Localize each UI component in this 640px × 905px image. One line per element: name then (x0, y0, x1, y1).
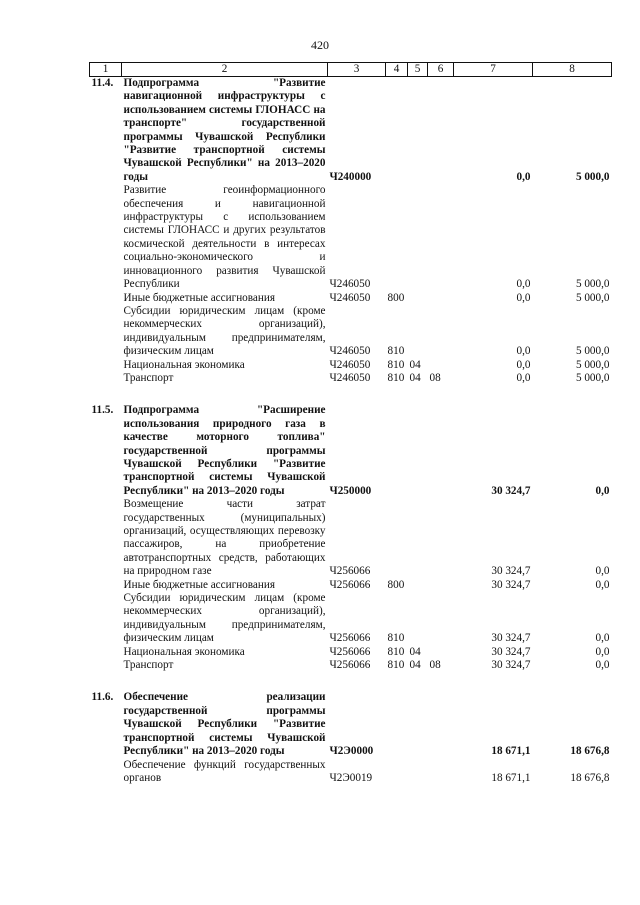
table-row (90, 691, 612, 758)
amount-column-8: 18 676,8 (570, 771, 610, 784)
row-name: Подпрограмма "Расширение использования природного газа в качестве моторного топлива" государственной программы Чувашской Республики "Развитие транспортной системы Чувашской Республики" на 2013–2020 годы (123, 404, 326, 497)
table-row (90, 184, 612, 291)
column-header: 6 (428, 63, 454, 77)
section-code: 04 (409, 371, 421, 384)
row-name: Национальная экономика (123, 645, 245, 658)
target-code: Ч2Э0019 (329, 771, 373, 784)
column-header-row (90, 63, 612, 77)
target-code: Ч256066 (329, 632, 371, 645)
column-header: 4 (386, 63, 408, 77)
target-code: Ч246050 (329, 371, 371, 384)
expense-type (386, 184, 408, 291)
page-number: 420 (311, 38, 329, 52)
amount-column-7: 18 671,1 (491, 771, 531, 784)
row-name: Возмещение части затрат государственных (муниципальных) организаций, осуществляющих перевозку пассажиров, на приобретение автотранспортных средств, работающих на природном газе (123, 498, 326, 578)
amount-column-7: 18 671,1 (491, 745, 531, 758)
expense-type: 810 (387, 645, 405, 658)
amount-column-7: 30 324,7 (491, 578, 531, 591)
target-code: Ч250000 (329, 484, 372, 497)
subsection-code (428, 592, 454, 646)
table-row (90, 579, 612, 592)
amount-column-7: 0,0 (516, 291, 531, 304)
amount-column-8: 5 000,0 (575, 345, 610, 358)
target-code: Ч256066 (329, 565, 371, 578)
section-spacer (90, 385, 612, 404)
section-code (408, 404, 428, 498)
amount-column-7: 0,0 (516, 358, 531, 371)
amount-column-8: 5 000,0 (575, 358, 610, 371)
section-code (408, 691, 428, 758)
section-code (408, 579, 428, 592)
subsection-code (428, 646, 454, 659)
table-row (90, 77, 612, 185)
expense-type (386, 498, 408, 578)
table-row (90, 592, 612, 646)
section-code (408, 592, 428, 646)
amount-column-8: 0,0 (595, 565, 610, 578)
section-code (408, 184, 428, 291)
section-code: 04 (409, 645, 421, 658)
row-name: Обеспечение реализации государственной программы Чувашской Республики "Развитие транспортной системы Чувашской Республики" на 2013–2020 годы (123, 691, 326, 758)
table-row (90, 759, 612, 786)
section-code: 04 (409, 659, 421, 672)
table-row (90, 659, 612, 672)
expense-type: 810 (387, 371, 405, 384)
subsection-code (428, 305, 454, 359)
subsection-code: 08 (429, 659, 441, 672)
amount-column-7: 30 324,7 (491, 484, 531, 497)
subsection-code: 08 (429, 371, 441, 384)
column-header: 5 (408, 63, 428, 77)
column-header: 7 (454, 63, 533, 77)
expense-type: 810 (387, 345, 405, 358)
amount-column-7: 30 324,7 (491, 645, 531, 658)
target-code: Ч246050 (329, 278, 371, 291)
subsection-code (428, 759, 454, 786)
row-name: Субсидии юридическим лицам (кроме некоммерческих организаций), индивидуальным предпринимателям, физическим лицам (123, 592, 326, 645)
target-code: Ч256066 (329, 645, 371, 658)
row-name: Субсидии юридическим лицам (кроме некоммерческих организаций), индивидуальным предпринимателям, физическим лицам (123, 304, 326, 358)
amount-column-7: 0,0 (516, 278, 531, 291)
table-row (90, 372, 612, 385)
target-code: Ч256066 (329, 578, 371, 591)
column-header: 2 (122, 63, 328, 77)
section-code (408, 759, 428, 786)
expense-type: 800 (387, 578, 405, 591)
row-name: Развитие геоинформационного обеспечения и навигационной инфраструктуры с использованием системы ГЛОНАСС и других результатов космической деятельности в интересах социально-экономического и инновационного развития Чувашской Республики (123, 184, 326, 291)
row-name: Транспорт (123, 371, 174, 384)
amount-column-7: 30 324,7 (491, 659, 531, 672)
amount-column-8: 5 000,0 (575, 278, 610, 291)
section-number: 11.4. (91, 77, 114, 89)
amount-column-8: 5 000,0 (575, 371, 610, 384)
section-number: 11.6. (91, 691, 114, 704)
expense-type (386, 77, 408, 185)
subsection-code (428, 404, 454, 498)
expense-type (386, 404, 408, 498)
amount-column-8: 5 000,0 (575, 170, 610, 183)
expense-type: 810 (387, 358, 405, 371)
section-number: 11.5. (91, 404, 114, 417)
table-body (90, 63, 612, 786)
table-row (90, 292, 612, 305)
section-code (408, 305, 428, 359)
amount-column-8: 0,0 (595, 484, 610, 497)
table-row (90, 404, 612, 498)
section-code: 04 (409, 358, 421, 371)
subsection-code (428, 691, 454, 758)
section-code (408, 498, 428, 578)
amount-column-7: 30 324,7 (491, 632, 531, 645)
subsection-code (428, 359, 454, 372)
column-header: 8 (533, 63, 612, 77)
target-code: Ч256066 (329, 659, 371, 672)
column-header: 1 (90, 63, 122, 77)
amount-column-7: 0,0 (516, 371, 531, 384)
target-code: Ч246050 (329, 291, 371, 304)
row-name: Транспорт (123, 659, 174, 672)
table-row (90, 305, 612, 359)
target-code: Ч246050 (329, 358, 371, 371)
amount-column-7: 30 324,7 (491, 565, 531, 578)
row-name: Обеспечение функций государственных органов (123, 758, 326, 784)
section-spacer (90, 672, 612, 691)
table-row (90, 359, 612, 372)
subsection-code (428, 498, 454, 578)
section-code (408, 77, 428, 185)
target-code: Ч246050 (329, 345, 371, 358)
subsection-code (428, 184, 454, 291)
expense-type (386, 691, 408, 758)
row-name: Подпрограмма "Развитие навигационной инфраструктуры с использованием системы ГЛОНАСС на транспорте" государственной программы Чувашской Республики "Развитие транспортной системы Чувашской Республики" на 2013–2020 годы (123, 77, 326, 183)
target-code: Ч2Э0000 (329, 745, 374, 758)
subsection-code (428, 292, 454, 305)
expense-type: 810 (387, 659, 405, 672)
amount-column-8: 18 676,8 (570, 745, 610, 758)
amount-column-7: 0,0 (516, 345, 531, 358)
amount-column-8: 0,0 (595, 632, 610, 645)
expense-type: 800 (387, 291, 405, 304)
target-code: Ч240000 (329, 170, 372, 183)
row-name: Иные бюджетные ассигнования (123, 578, 275, 591)
table-row (90, 498, 612, 578)
expense-type (386, 759, 408, 786)
subsection-code (428, 579, 454, 592)
amount-column-8: 0,0 (595, 659, 610, 672)
amount-column-8: 0,0 (595, 645, 610, 658)
row-name: Иные бюджетные ассигнования (123, 291, 275, 304)
section-code (408, 292, 428, 305)
expense-type: 810 (387, 632, 405, 645)
column-header: 3 (328, 63, 386, 77)
amount-column-7: 0,0 (516, 170, 531, 183)
subsection-code (428, 77, 454, 185)
amount-column-8: 5 000,0 (575, 291, 610, 304)
amount-column-8: 0,0 (595, 578, 610, 591)
row-name: Национальная экономика (123, 358, 245, 371)
budget-table (89, 62, 612, 785)
table-row (90, 646, 612, 659)
